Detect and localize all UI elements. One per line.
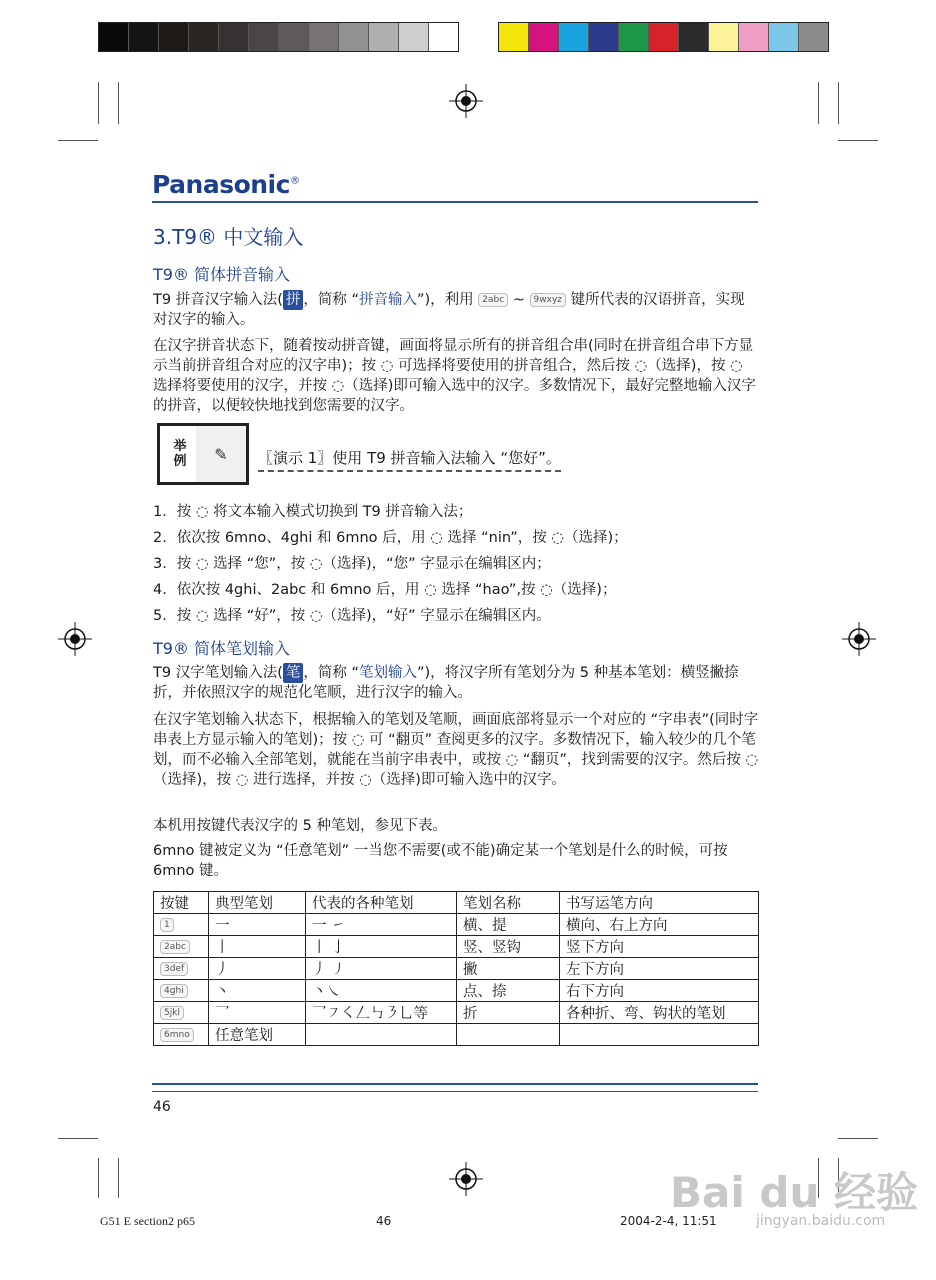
table-row: 4ghi 丶 丶㇏ 点、捺 右下方向 [154,980,759,1002]
crop-mark [98,1158,99,1198]
color-swatch [649,23,679,51]
stroke-table [153,891,759,1046]
key-5-icon: 5jkl [160,1006,184,1020]
color-swatch [279,23,309,51]
page-number: 46 [153,1099,171,1115]
footer-file-name: G51 E section2 p65 [100,1214,195,1228]
stroke-heading: T9® 简体笔划输入 [153,639,291,658]
color-swatch [589,23,619,51]
example-text: 〖演示 1〗使用 T9 拼音输入法输入 “您好”。 [258,447,561,472]
stroke-description: 在汉字笔划输入状态下，根据输入的笔划及笔顺，画面底部将显示一个对应的 “字串表”(同时字串表上方显示输入的笔划)；按 ◌ 可 “翻页” 查阅更多的汉字。多数情况下，输入较少的几个笔划，而不必输入全部笔划，就能在当前字串表中，或按 ◌ “翻页”，找到需要的汉字。然后按 ◌（选择)，按 ◌ 进行选择，并按 ◌（选择)即可输入选中的汉字。 [153,712,759,788]
table-header: 书写运笔方向 [560,892,759,914]
color-swatch [799,23,828,51]
color-swatch [219,23,249,51]
crop-mark [838,140,878,141]
key-4-icon: 4ghi [160,984,188,998]
key-1-icon: 1 [160,918,174,932]
footer-timestamp: 2004-2-4, 11:51 [620,1214,717,1228]
table-row: 5jkl 乛 乛㇇㇛𠃋㇉㇋乚等 折 各种折、弯、钩状的笔划 [154,1002,759,1024]
pinyin-mode-icon: 拼 [283,290,304,310]
pinyin-description: 在汉字拼音状态下，随着按动拼音键，画面将显示所有的拼音组合串(同时在拼音组合串下方显示当前拼音组合对应的汉字串)；按 ◌ 可选择将要使用的拼音组合，然后按 ◌（选择)，按 ◌ 选择将要使用的汉字，并按 ◌（选择)即可输入选中的汉字。多数情况下，最好完整地输入汉字的拼音，以便较快地找到您需要的汉字。 [153,338,756,414]
registration-mark-icon [449,84,483,118]
stroke-intro: T9 汉字笔划输入法( 笔 ，简称 “笔划输入”)，将汉字所有笔划分为 5 种基本笔划：横竖撇捺折，并依照汉字的规范化笔顺，进行汉字的输入。 [153,665,739,701]
any-stroke-note: 6mno 键被定义为 “任意笔划” 一当您不需要(或不能)确定某一个笔划是什么的时候，可按 6mno 键。 [153,843,728,879]
key-6-icon: 6mno [160,1028,194,1042]
gray-color-bar [98,22,459,52]
cmyk-color-bar [498,22,829,52]
color-swatch [189,23,219,51]
registration-mark-icon [449,1162,483,1196]
table-header-row [154,892,759,914]
pinyin-intro: T9 拼音汉字输入法( 拼 ，简称 “拼音输入”)，利用 2abc ~ 9wxyz 键所代表的汉语拼音，实现对汉字的输入。 [153,292,745,328]
brand-logo: Panasonic® [152,170,300,199]
registration-mark-icon [58,622,92,656]
table-row: 1 一 一 ㇀ 横、提 横向、右上方向 [154,914,759,936]
footer-rule [152,1083,758,1085]
baidu-watermark-url: jingyan.baidu.com [756,1213,886,1229]
key-9-icon: 9wxyz [530,293,566,307]
crop-mark [838,1138,878,1139]
color-swatch [559,23,589,51]
table-row: 6mno 任意笔划 [154,1024,759,1046]
pinyin-heading: T9® 简体拼音输入 [153,265,291,284]
list-item: 4．依次按 4ghi、2abc 和 6mno 后，用 ◌ 选择 “hao”,按 ◌（选择)； [153,582,617,598]
baidu-watermark: Bai du 经验 [670,1168,918,1217]
color-swatch [529,23,559,51]
example-label: 举 例 [157,423,203,485]
color-swatch [769,23,799,51]
table-header: 笔划名称 [457,892,560,914]
footer-page: 46 [376,1214,392,1228]
table-header: 代表的各种笔划 [306,892,457,914]
key-2-icon: 2abc [160,940,190,954]
color-swatch [309,23,339,51]
color-swatch [129,23,159,51]
key-2-icon: 2abc [478,293,508,307]
color-swatch [159,23,189,51]
header-rule [152,201,758,203]
crop-mark [118,82,119,124]
crop-mark [118,1158,119,1198]
key-3-icon: 3def [160,962,188,976]
table-header: 按键 [154,892,209,914]
crop-mark [818,82,819,124]
color-swatch [369,23,399,51]
list-item: 2．依次按 6mno、4ghi 和 6mno 后，用 ◌ 选择 “nin”，按 ◌（选择)； [153,530,628,546]
stroke-table-intro: 本机用按键代表汉字的 5 种笔划，参见下表。 [153,818,447,834]
color-swatch [739,23,769,51]
stroke-mode-icon: 笔 [283,663,304,683]
color-swatch [249,23,279,51]
list-item: 5．按 ◌ 选择 “好”，按 ◌（选择)，“好” 字显示在编辑区内。 [153,608,551,624]
color-swatch [99,23,129,51]
color-swatch [619,23,649,51]
color-swatch [679,23,709,51]
list-item: 3．按 ◌ 选择 “您”，按 ◌（选择)，“您” 字显示在编辑区内； [153,556,551,572]
color-swatch [399,23,429,51]
color-swatch [339,23,369,51]
crop-mark [58,1138,98,1139]
crop-mark [58,140,98,141]
table-row: 2abc 丨 丨 亅 竖、竖钩 竖下方向 [154,936,759,958]
color-swatch [499,23,529,51]
crop-mark [98,82,99,124]
list-item: 1．按 ◌ 将文本输入模式切换到 T9 拼音输入法； [153,504,473,520]
section-title: 3.T9® 中文输入 [153,225,304,249]
crop-mark [838,82,839,124]
table-header: 典型笔划 [209,892,306,914]
footer-rule [152,1091,758,1092]
phone-keypad-icon: ✎ [196,423,249,485]
table-row: 3def 丿 丿 ㇓ 撇 左下方向 [154,958,759,980]
registration-mark-icon [842,622,876,656]
color-swatch [429,23,458,51]
color-swatch [709,23,739,51]
